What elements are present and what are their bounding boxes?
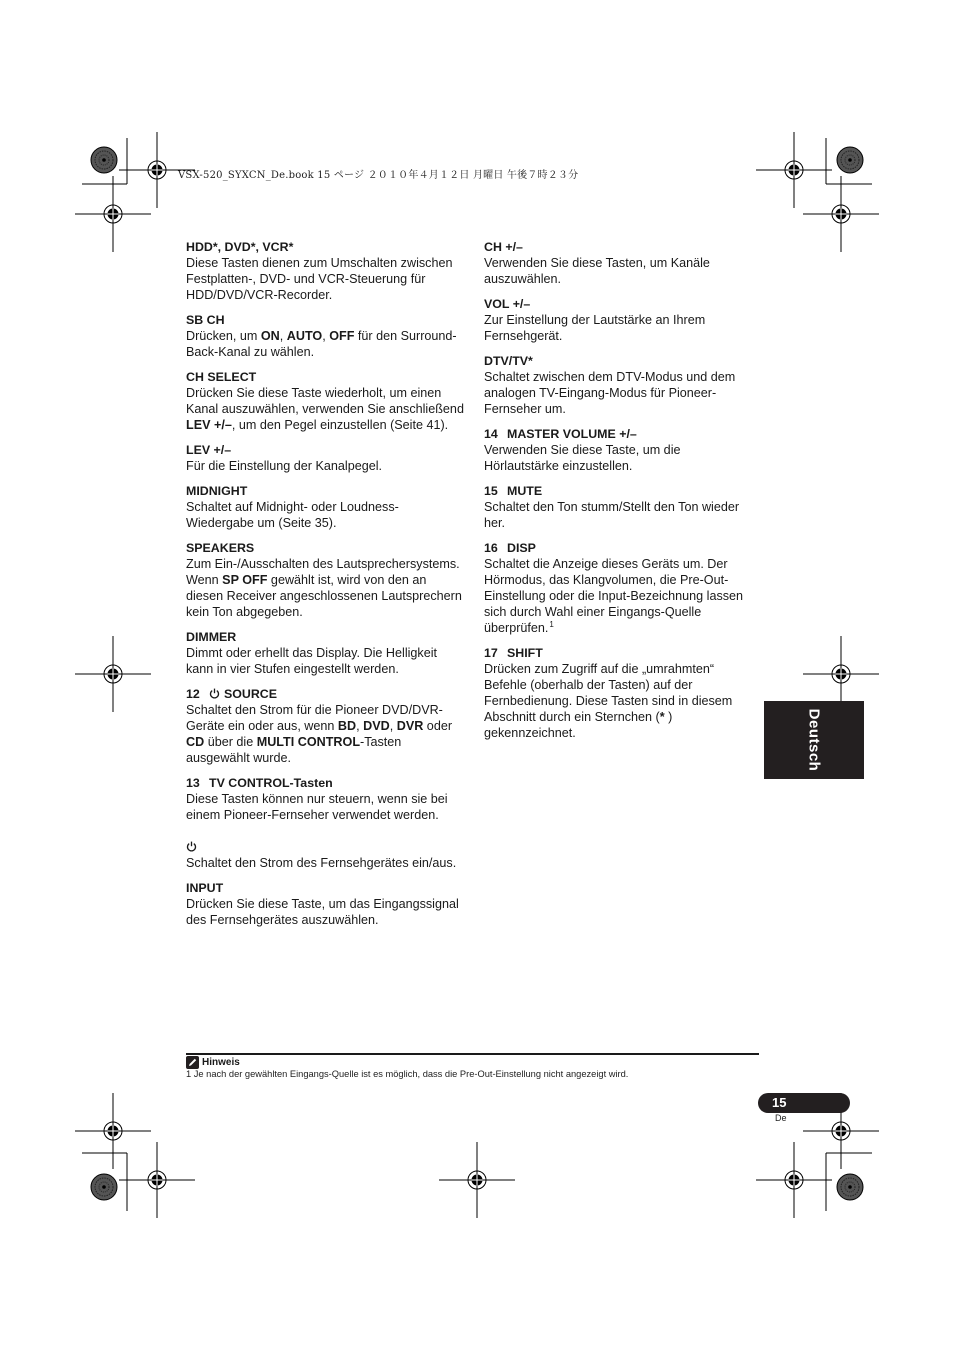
- section-title: MUTE: [507, 484, 543, 498]
- section-text: [484, 556, 754, 636]
- section-midnight: [186, 483, 464, 531]
- section-number: 13: [186, 776, 200, 790]
- sunburst-mark-icon: [91, 1174, 117, 1200]
- section-text: Schaltet auf Midnight- oder Loudness-Wiedergabe um (Seite 35).: [186, 500, 399, 530]
- section-lev: [186, 442, 464, 474]
- text-run: über die: [204, 735, 257, 749]
- section-vol: [484, 296, 754, 344]
- section-number: 12: [186, 687, 200, 701]
- crosshair-mark-icon: [119, 1142, 195, 1218]
- section-title: SOURCE: [224, 687, 278, 701]
- crosshair-mark-icon: [75, 636, 151, 712]
- bold-run: MULTI CONTROL: [256, 735, 361, 749]
- bold-run: BD: [337, 719, 357, 733]
- section-number: 16: [484, 541, 498, 555]
- section-heading: [484, 426, 754, 442]
- section-13-tv-control: [186, 775, 464, 823]
- page-number: 15: [772, 1095, 787, 1110]
- section-dimmer: [186, 629, 464, 677]
- bold-run: DVD: [363, 719, 390, 733]
- sunburst-mark-icon: [837, 1174, 863, 1200]
- bold-run: OFF: [329, 329, 355, 343]
- note-heading-text: Hinweis: [202, 1057, 240, 1068]
- language-tab: [764, 701, 864, 779]
- section-15-mute: [484, 483, 754, 531]
- section-text: Für die Einstellung der Kanalpegel.: [186, 459, 383, 473]
- section-text: [186, 385, 464, 433]
- bold-run: LEV +/–: [186, 418, 232, 432]
- crosshair-mark-icon: [439, 1142, 515, 1218]
- note-pencil-icon: [186, 1056, 199, 1069]
- section-title: DISP: [507, 541, 536, 555]
- section-heading: CH +/–: [484, 240, 523, 254]
- section-heading: HDD*, DVD*, VCR*: [186, 240, 294, 254]
- left-column: [186, 239, 464, 937]
- crosshair-mark-icon: [756, 1142, 832, 1218]
- section-heading: [186, 686, 464, 702]
- text-run: ) gekennzeichnet.: [484, 710, 673, 740]
- section-ch-select: [186, 369, 464, 433]
- text-run: ,: [322, 329, 330, 343]
- section-text: Verwenden Sie diese Taste, um die Hörlautstärke einzustellen.: [484, 443, 681, 473]
- section-title: SHIFT: [507, 646, 543, 660]
- bold-run: ON: [260, 329, 280, 343]
- section-heading: CH SELECT: [186, 370, 257, 384]
- text-run: ,: [279, 329, 287, 343]
- text-run: -Tasten ausgewählt wurde.: [186, 735, 402, 765]
- bold-run: DVR: [396, 719, 424, 733]
- bold-run: *: [659, 710, 665, 724]
- section-number: 15: [484, 484, 498, 498]
- language-tab-label: Deutsch: [805, 708, 823, 772]
- footnote-ref: 1: [549, 620, 554, 629]
- section-dtv-tv: [484, 353, 754, 417]
- section-number: 17: [484, 646, 498, 660]
- page-number-badge: [758, 1093, 850, 1113]
- bold-run: AUTO: [286, 329, 323, 343]
- text-run: Schaltet die Anzeige dieses Geräts um. Der Hörmodus, das Klangvolumen, die Pre-Out-Einstellung oder die Input-Bezeichnung lassen sich durch Wahl einer Eingangs-Quelle überprüfen.: [484, 557, 744, 635]
- section-heading: [484, 483, 754, 499]
- right-column: [484, 239, 754, 750]
- text-run: , um den Pegel einzustellen (Seite 41).: [231, 418, 449, 432]
- crosshair-mark-icon: [803, 176, 879, 252]
- bold-run: SP OFF: [222, 573, 268, 587]
- text-run: Drücken Sie diese Taste wiederholt, um einen Kanal auszuwählen, verwenden Sie anschließend: [186, 386, 464, 416]
- section-text: Dimmt oder erhellt das Display. Die Helligkeit kann in vier Stufen eingestellt werden.: [186, 646, 438, 676]
- section-heading: INPUT: [186, 881, 224, 895]
- page-language-code: De: [775, 1113, 787, 1123]
- power-icon: [209, 688, 220, 699]
- section-12-source: [186, 686, 464, 766]
- section-speakers: [186, 540, 464, 620]
- section-title: TV CONTROL-Tasten: [209, 776, 333, 790]
- section-heading: LEV +/–: [186, 443, 232, 457]
- section-17-shift: [484, 645, 754, 741]
- text-run: gewählt ist, wird von den an diesen Receiver angeschlossenen Lautsprechern kein Ton abgegeben.: [186, 573, 462, 619]
- section-sb-ch: [186, 312, 464, 360]
- section-text: Schaltet zwischen dem DTV-Modus und dem analogen TV-Eingang-Modus für Pioneer-Fernseher um.: [484, 370, 736, 416]
- text-run: Zum Ein-/Ausschalten des Lautsprechersystems. Wenn: [186, 557, 460, 587]
- section-16-disp: [484, 540, 754, 636]
- footnote-text: 1 Je nach der gewählten Eingangs-Quelle ist es möglich, dass die Pre-Out-Einstellung nicht angezeigt wird.: [186, 1069, 629, 1079]
- section-text: [186, 328, 464, 360]
- section-text: Schaltet den Ton stumm/Stellt den Ton wieder her.: [484, 500, 740, 530]
- text-run: Drücken, um: [186, 329, 261, 343]
- section-number: 14: [484, 427, 498, 441]
- section-text: Diese Tasten dienen zum Umschalten zwischen Festplatten-, DVD- und VCR-Steuerung für HDD/DVD/VCR-Recorder.: [186, 256, 453, 302]
- section-heading: DIMMER: [186, 630, 237, 644]
- section-heading: [484, 540, 754, 556]
- section-heading: DTV/TV*: [484, 354, 533, 368]
- section-heading: SB CH: [186, 313, 225, 327]
- section-text: [186, 702, 464, 766]
- text-run: Schaltet den Strom für die Pioneer DVD/DVR-Geräte ein oder aus, wenn: [186, 703, 443, 733]
- section-ch: [484, 239, 754, 287]
- section-tv-power: [186, 839, 464, 871]
- sunburst-mark-icon: [91, 147, 117, 173]
- crosshair-mark-icon: [756, 132, 832, 208]
- section-text: Diese Tasten können nur steuern, wenn sie bei einem Pioneer-Fernseher verwendet werden.: [186, 792, 448, 822]
- section-heading: SPEAKERS: [186, 541, 255, 555]
- file-header-line: VSX-520_SYXCN_De.book 15 ページ ２０１０年４月１２日 月曜日 午後７時２３分: [178, 170, 579, 181]
- section-input: [186, 880, 464, 928]
- section-text: [484, 661, 754, 741]
- note-heading: [186, 1056, 240, 1069]
- crosshair-mark-icon: [75, 176, 151, 252]
- section-heading: [484, 645, 754, 661]
- crosshair-mark-icon: [75, 1093, 151, 1169]
- section-text: Zur Einstellung der Lautstärke an Ihrem Fernsehgerät.: [484, 313, 706, 343]
- bold-run: CD: [186, 735, 205, 749]
- text-run: oder: [423, 719, 453, 733]
- sunburst-mark-icon: [837, 147, 863, 173]
- power-icon: [186, 841, 197, 852]
- section-text: Drücken Sie diese Taste, um das Eingangssignal des Fernsehgerätes auszuwählen.: [186, 897, 459, 927]
- section-text: Schaltet den Strom des Fernsehgerätes ein/aus.: [186, 856, 457, 870]
- section-heading: MIDNIGHT: [186, 484, 248, 498]
- text-run: ,: [356, 719, 364, 733]
- section-title: MASTER VOLUME +/–: [507, 427, 637, 441]
- section-14-master-volume: [484, 426, 754, 474]
- section-text: [186, 556, 464, 620]
- text-run: für den Surround-Back-Kanal zu wählen.: [186, 329, 457, 359]
- note-divider: [186, 1053, 759, 1055]
- section-text: Verwenden Sie diese Tasten, um Kanäle auszuwählen.: [484, 256, 710, 286]
- text-run: Drücken zum Zugriff auf die „umrahmten“ Befehle (oberhalb der Tasten) auf der Fernbedienung. Diese Tasten sind in diesem Abschnitt durch ein Sternchen (: [484, 662, 733, 724]
- section-heading: [186, 775, 464, 791]
- section-hdd-dvd-vcr: [186, 239, 464, 303]
- section-heading: VOL +/–: [484, 297, 531, 311]
- text-run: ,: [389, 719, 397, 733]
- section-heading: [186, 839, 464, 855]
